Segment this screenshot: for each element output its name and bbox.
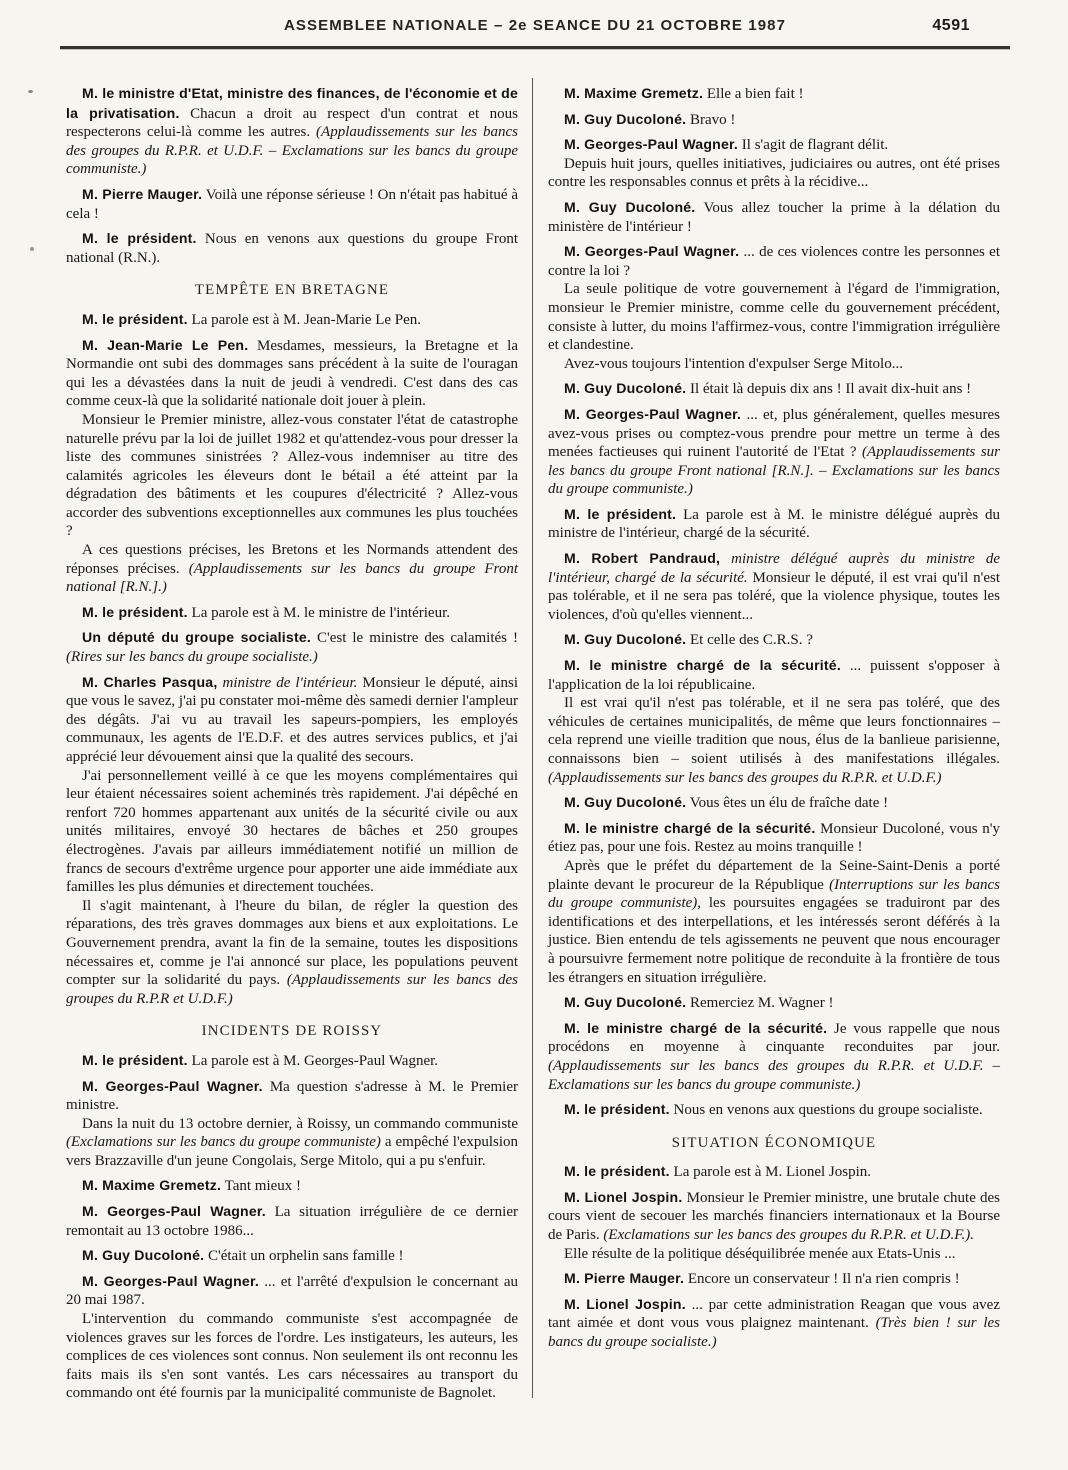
speech-text: J'ai personnellement veillé à ce que les moyens complémentaires qui leur étaient nécessaires soient acheminés très rapidement. J'ai dépêché en renfort 720 hommes appartenant aux unités de la sécurité civile ou aux unités militaires, envoyé 30 hectares de bâches et 250 groupes électrogènes. J'avais par ailleurs immédiatement notifié un million de francs de secours d'extrême urgence pour apporter une aide immédiate aux familles les plus démunies et directement touchées. <box>66 767 518 896</box>
speech-text: La seule politique de votre gouvernement à l'égard de l'immigration, monsieur le Premier ministre, comme celle du gouvernement précédent, consiste à lutter, du moins l'affirmez-vous, contre l'immigration irrégulière et clandestine. <box>548 281 1000 354</box>
speaker-name: M. Georges-Paul Wagner. <box>82 1203 266 1220</box>
speaker-name: M. Lionel Jospin. <box>564 1188 683 1205</box>
speaker-name: M. Lionel Jospin. <box>564 1295 686 1312</box>
page-header <box>62 14 1008 40</box>
speech-text: La parole est à M. Lionel Jospin. <box>669 1164 872 1181</box>
paragraph-continuation <box>66 1115 518 1171</box>
speech-text: Bravo ! <box>686 111 736 128</box>
speech-paragraph <box>548 1295 1000 1352</box>
speech-paragraph <box>548 819 1000 857</box>
speech-text: Remerciez M. Wagner ! <box>686 995 834 1012</box>
speaker-name: M. Georges-Paul Wagner. <box>564 243 740 260</box>
speech-text: Avez-vous toujours l'intention d'expulser Serge Mitolo... <box>564 355 903 372</box>
speech-paragraph <box>548 505 1000 543</box>
speech-text: Vous êtes un élu de fraîche date ! <box>686 795 889 812</box>
speech-text: Elle a bien fait ! <box>703 86 804 102</box>
speaker-name: M. Georges-Paul Wagner. <box>82 1272 259 1289</box>
speech-text: Dans la nuit du 13 octobre dernier, à Roissy, un commando communiste <box>82 1115 518 1132</box>
section-heading: INCIDENTS DE ROISSY <box>201 1023 383 1040</box>
stage-direction: ministre de l'intérieur. <box>217 674 358 691</box>
speaker-name: M. Guy Ducoloné. <box>564 380 687 397</box>
speech-text: La parole est à M. Jean-Marie Le Pen. <box>187 311 422 328</box>
speech-paragraph <box>548 379 1000 399</box>
paragraph-continuation <box>548 280 1000 354</box>
speech-paragraph <box>548 84 1000 104</box>
stage-direction: ministre délégué auprès du ministre de l'intérieur, chargé de la sécurité. <box>548 551 1000 586</box>
stage-direction: (Très bien ! sur les bancs du groupe socialiste.) <box>548 1315 1001 1351</box>
speaker-name: M. Guy Ducoloné. <box>564 631 687 648</box>
stage-direction: (Applaudissements sur les bancs des groupes du R.P.R. et U.D.F.) <box>548 769 942 786</box>
speech-text: Il est vrai qu'il n'est pas tolérable, et il ne sera pas toléré, que des véhicules de certaines municipalités, de même que leurs fonctionnaires – cela reprend une vieille tradition que nous, élus de la banlieue parisienne, connaissons bien – soient utilisés à des manifestations illégales. <box>548 695 1000 767</box>
speaker-name: M. le président. <box>564 1101 670 1118</box>
paragraph-continuation <box>548 355 1000 374</box>
speaker-name: M. Georges-Paul Wagner. <box>564 405 742 422</box>
speech-paragraph <box>548 1162 1000 1182</box>
stage-direction: (Applaudissements sur les bancs des groupes du R.P.R. et U.D.F. – Exclamations sur les bancs du groupe communiste.) <box>66 124 519 178</box>
speech-paragraph <box>548 135 1000 155</box>
paragraph-continuation <box>66 897 518 1009</box>
speech-paragraph <box>548 993 1000 1013</box>
speech-paragraph <box>66 628 518 666</box>
speaker-name: M. Guy Ducoloné. <box>564 794 687 811</box>
speech-paragraph <box>66 1246 518 1266</box>
speaker-name: M. Georges-Paul Wagner. <box>564 136 739 153</box>
speech-paragraph <box>66 336 518 411</box>
speech-text: Elle résulte de la politique déséquilibrée menée aux Etats-Unis ... <box>564 1245 956 1262</box>
speech-text: C'est le ministre des calamités ! <box>311 630 519 647</box>
speech-paragraph <box>548 549 1000 624</box>
speech-paragraph <box>548 242 1000 280</box>
stage-direction: (Applaudissements sur les bancs des groupes du R.P.R et U.D.F.) <box>66 972 518 1007</box>
speech-text: Je vous rappelle que nous procédons en moyenne à cinquante reconduites par jour. <box>548 1020 1000 1056</box>
speaker-name: M. le président. <box>82 603 188 620</box>
speech-paragraph <box>548 405 1000 499</box>
speech-text: Nous en venons aux questions du groupe socialiste. <box>669 1102 983 1119</box>
section-heading: TEMPÊTE EN BRETAGNE <box>194 282 390 299</box>
speech-text: Après que le préfet du département de la Seine-Saint-Denis a porté plainte devant le procureur de la République <box>548 857 1000 893</box>
speech-paragraph <box>66 185 518 223</box>
speaker-name: M. Pierre Mauger. <box>564 1270 685 1287</box>
speech-paragraph <box>548 198 1000 236</box>
stage-direction: (Interruptions sur les bancs du groupe communiste), <box>548 876 1000 912</box>
speech-paragraph <box>548 1019 1000 1094</box>
speech-text: Monsieur le Premier ministre, une brutale chute des cours vient de secouer les marchés financiers internationaux et la Bourse de Paris. <box>548 1189 1000 1244</box>
paragraph-continuation <box>548 694 1000 787</box>
scan-speck <box>30 247 34 251</box>
speech-text: Nous en venons aux questions du groupe Front national (R.N.). <box>66 231 518 266</box>
speaker-name: M. le ministre chargé de la sécurité. <box>564 819 816 836</box>
speech-text: L'intervention du commando communiste s'est accompagnée de violences graves sur les forces de l'ordre. Les instigateurs, les auteurs, les complices de ces violences sont connus. Non seulement ils ont reconnu les faits mais ils s'en sont vantés. Les cars nécessaires au transport du commando ont été fournis par la municipalité communiste de Bagnolet. <box>66 1311 518 1402</box>
speech-paragraph <box>66 310 518 330</box>
paragraph-continuation <box>66 1310 518 1403</box>
stage-direction: (Applaudissements sur les bancs des groupes du R.P.R. et U.D.F. – Exclamations sur les bancs du groupe communiste.) <box>548 1057 1000 1093</box>
speech-paragraph <box>66 84 518 179</box>
speech-paragraph <box>66 1051 518 1071</box>
speaker-name: M. le président. <box>564 1163 670 1180</box>
paragraph-continuation <box>548 857 1000 987</box>
paragraph-continuation <box>66 541 518 597</box>
stage-direction: (Rires sur les bancs du groupe socialiste.) <box>66 649 318 666</box>
speech-text: Il s'agit maintenant, à l'heure du bilan, de régler la question des réparations, des très graves dommages aux biens et aux exploitations. Le Gouvernement prendra, avant la fin de la semaine, toutes les dispositions nécessaires et, comme je l'ai annoncé sur place, les populations peuvent compter sur la solidarité du pays. <box>66 897 518 989</box>
speaker-name: M. Robert Pandraud, <box>564 550 721 567</box>
speaker-name: M. Charles Pasqua, <box>82 673 218 690</box>
stage-direction: (Exclamations sur les bancs des groupes du R.P.R. et U.D.F.). <box>603 1227 974 1244</box>
speech-paragraph <box>548 1100 1000 1120</box>
speaker-name: M. Georges-Paul Wagner. <box>82 1077 263 1094</box>
header-rule <box>60 46 1010 49</box>
speech-text: ... puissent s'opposer à l'application de la loi républicaine. <box>548 658 1000 693</box>
speech-text: Mesdames, messieurs, la Bretagne et la Normandie ont subi des dommages sans précédent à la suite de l'ouragan qui les a dévastées dans la nuit de jeudi à vendredi. C'est dans des cas comme ceux-là que la solidarité nationale doit jouer à plein. <box>66 337 518 410</box>
speech-paragraph <box>548 110 1000 130</box>
speaker-name: M. Guy Ducoloné. <box>564 110 687 127</box>
speaker-name: M. le président. <box>82 230 197 247</box>
speech-paragraph <box>548 1269 1000 1289</box>
speech-text: La parole est à M. le ministre délégué auprès du ministre de l'intérieur, chargé de la sécurité. <box>548 506 1001 542</box>
speech-paragraph <box>66 1176 518 1196</box>
speaker-name: M. Pierre Mauger. <box>82 185 203 202</box>
speech-paragraph <box>66 673 518 767</box>
speech-paragraph <box>66 229 518 267</box>
speech-paragraph <box>66 1272 518 1310</box>
speech-text: ... de ces violences contre les personnes et contre la loi ? <box>548 244 1000 279</box>
stage-direction: (Applaudissements sur les bancs du groupe Front national [R.N.].) <box>66 560 518 596</box>
speaker-name: M. le président. <box>564 505 677 522</box>
speaker-name: M. le président. <box>82 1051 188 1068</box>
text-body <box>66 84 1000 1403</box>
page-number: 4591 <box>932 17 970 34</box>
speech-text: Monsieur le député, ainsi que vous le savez, j'ai pu constater moi-même dès samedi dernier l'ampleur des dégâts. J'ai vu au travail les sapeurs-pompiers, les employés communaux, les agents de l'E.D.F. et des autres services publics, et j'ai apprécié leur dévouement ainsi que la qualité des secours. <box>66 674 518 765</box>
speech-text: La situation irrégulière de ce dernier remontait au 13 octobre 1986... <box>66 1204 518 1239</box>
speech-text: Monsieur le député, il est vrai qu'il n'est pas tolérable, et il ne sera pas toléré, que la violence physique, toutes les violences, d'où qu'elles viennent... <box>548 569 1000 623</box>
paragraph-continuation <box>548 1245 1000 1264</box>
speech-text: Vous allez toucher la prime à la délation du ministère de l'intérieur ! <box>548 199 1000 235</box>
speaker-name: M. Guy Ducoloné. <box>82 1247 205 1264</box>
paragraph-continuation <box>66 767 518 897</box>
speech-paragraph <box>548 793 1000 813</box>
speech-paragraph <box>66 1077 518 1115</box>
speech-text: Depuis huit jours, quelles initiatives, judiciaires ou autres, ont été prises contre les responsables connus et prêts à la récidive... <box>548 155 1000 191</box>
stage-direction: (Applaudissements sur les bancs du groupe Front national [R.N.]. – Exclamations sur les bancs du groupe communiste.) <box>548 444 1000 498</box>
speech-text: ... par cette administration Reagan que vous avez tant aimée et dont vous vous plaignez maintenant. <box>548 1296 1000 1332</box>
speech-text: ... et l'arrêté d'expulsion le concernant au 20 mai 1987. <box>66 1273 518 1309</box>
speech-text: La parole est à M. Georges-Paul Wagner. <box>187 1052 439 1069</box>
speech-text: Il s'agit de flagrant délit. <box>738 137 889 154</box>
speech-paragraph <box>66 603 518 623</box>
speech-paragraph <box>548 1188 1000 1245</box>
speech-text: les poursuites engagées se traduiront par des identifications et des interpellations, et les intéressés seront déférés à la justice. Bien entendu de tels agissements ne peuvent que nous encourager à poursuivre fermement notre politique de reconduite à la frontière de tous les étrangers en situation irrégulière. <box>548 895 1001 986</box>
right-column <box>548 84 1000 1403</box>
speech-paragraph <box>548 656 1000 694</box>
speech-text: A ces questions précises, les Bretons et les Normands attendent des réponses précises. <box>66 542 518 577</box>
speech-text: C'était un orphelin sans famille ! <box>204 1248 404 1265</box>
speech-paragraph <box>66 1202 518 1240</box>
speaker-name: M. Guy Ducoloné. <box>564 994 687 1011</box>
speech-text: Et celle des C.R.S. ? <box>686 632 813 649</box>
speaker-name: M. le ministre chargé de la sécurité. <box>564 1019 828 1036</box>
speech-text: Il était là depuis dix ans ! Il avait dix-huit ans ! <box>686 381 972 398</box>
paragraph-continuation <box>548 155 1000 192</box>
left-column <box>66 84 518 1403</box>
speaker-name: M. le ministre d'Etat, ministre des finances, de l'économie et de la privatisation. <box>66 85 518 121</box>
speech-text: Ma question s'adresse à M. le Premier ministre. <box>66 1078 519 1114</box>
speech-text: Chacun a droit au respect d'un contrat et nous respecterons celui-là comme les autres. <box>66 105 518 141</box>
speech-text: Monsieur le Premier ministre, allez-vous constater l'état de catastrophe naturelle prévu par la loi de juillet 1982 et qu'attendez-vous pour dresser la liste des communes sinistrées ? Allez-vous indemniser au titre des calamités agricoles les éleveurs dont le bétail a été atteint par la dégradation des bâtiments et les coupures d'électricité ? Allez-vous accorder des subventions exceptionnelles aux communes les plus touchées ? <box>66 411 518 540</box>
speaker-name: M. Maxime Gremetz. <box>82 1177 222 1194</box>
speaker-name: M. le président. <box>82 310 188 327</box>
journal-title: ASSEMBLEE NATIONALE – 2e SEANCE DU 21 OCTOBRE 1987 <box>283 17 787 34</box>
speech-paragraph <box>548 630 1000 650</box>
speaker-name: M. Jean-Marie Le Pen. <box>82 336 249 353</box>
speech-text: La parole est à M. le ministre de l'intérieur. <box>187 604 450 621</box>
paragraph-continuation <box>66 411 518 541</box>
speaker-name: M. le ministre chargé de la sécurité. <box>564 657 841 674</box>
speaker-name: M. Guy Ducoloné. <box>564 198 696 215</box>
speech-text: Encore un conservateur ! Il n'a rien compris ! <box>684 1271 960 1288</box>
speech-text: a empêché l'expulsion vers Brazzaville d'un jeune Congolais, Serge Mitolo, qui a pu s'enfuir. <box>66 1134 519 1169</box>
speech-text: Monsieur Ducoloné, vous n'y étiez pas, pour une fois. Restez au moins tranquille ! <box>548 820 1000 856</box>
speech-text: Voilà une réponse sérieuse ! On n'était pas habitué à cela ! <box>66 186 519 222</box>
speech-text: ... et, plus généralement, quelles mesures avez-vous prises ou comptez-vous prendre pour mettre un terme à des menées factieuses qui ruinent l'autorité de l'Etat ? <box>548 406 1000 461</box>
section-heading: SITUATION ÉCONOMIQUE <box>671 1134 877 1151</box>
stage-direction: (Exclamations sur les bancs du groupe communiste) <box>66 1134 381 1151</box>
speech-text: Tant mieux ! <box>221 1178 302 1195</box>
speaker-name: M. Maxime Gremetz. <box>564 85 704 101</box>
scan-speck <box>28 90 33 93</box>
speaker-name: Un député du groupe socialiste. <box>82 629 311 646</box>
